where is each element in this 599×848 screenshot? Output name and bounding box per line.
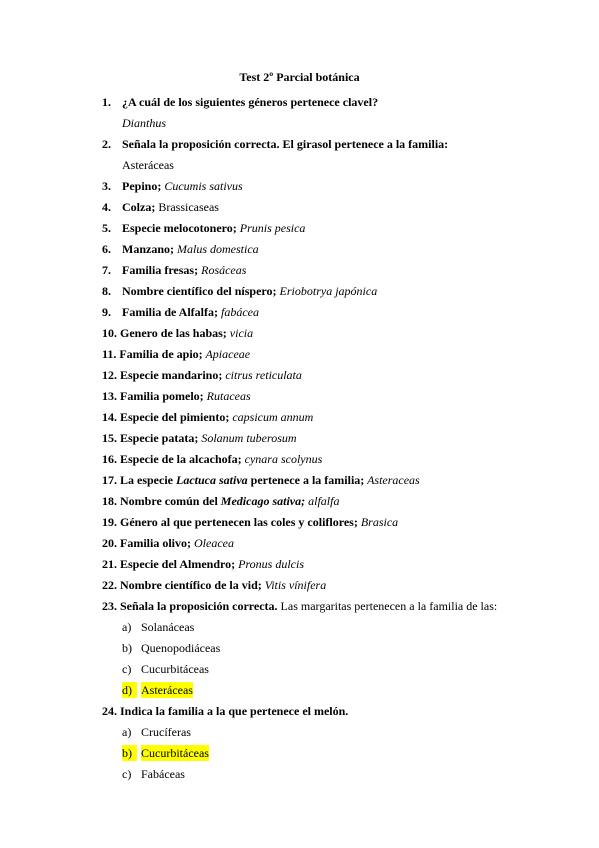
- option-letter: b): [122, 641, 132, 655]
- question-text: Indica la familia a la que pertenece el melón.: [120, 704, 349, 718]
- question-number: 10.: [102, 326, 117, 340]
- option-text: Cucurbitáceas: [141, 662, 209, 676]
- question-number: 6.: [102, 242, 111, 256]
- question-number: 3.: [102, 179, 111, 193]
- question-text: Nombre científico del níspero;: [122, 284, 277, 298]
- answer-text: vicia: [226, 326, 254, 340]
- answer-text: Oleacea: [191, 536, 234, 550]
- answer-text: citrus reticulata: [222, 368, 302, 382]
- answer-text: Brassicaseas: [155, 200, 219, 214]
- answer-text: Rutaceas: [203, 389, 251, 403]
- option-letter: c): [122, 662, 132, 676]
- question-number: 23.: [102, 599, 117, 613]
- question-number: 22.: [102, 578, 117, 592]
- question-number: 15.: [102, 431, 117, 445]
- answer-text: Cucumis sativus: [161, 179, 243, 193]
- question-text: Familia de Alfalfa;: [122, 305, 218, 319]
- option-letter-highlighted: d): [122, 682, 137, 698]
- question-text: Especie del pimiento;: [120, 410, 230, 424]
- answer-text: Malus domestica: [174, 242, 259, 256]
- question-number: 21.: [102, 557, 117, 571]
- question-number: 7.: [102, 263, 111, 277]
- answer-text: Pronus dulcis: [235, 557, 304, 571]
- option-letter: c): [122, 767, 132, 781]
- question-number: 4.: [102, 200, 111, 214]
- answer-text: capsicum annum: [229, 410, 314, 424]
- question-text-pre: Nombre común del: [120, 494, 221, 508]
- answer-text: Prunis pesica: [236, 221, 306, 235]
- question-number: 20.: [102, 536, 117, 550]
- question-text: Pepino;: [122, 179, 162, 193]
- question-text: Familia olivo;: [120, 536, 191, 550]
- option-text: Solanáceas: [141, 620, 195, 634]
- question-text: Género al que pertenecen las coles y coliflores;: [120, 515, 358, 529]
- question-number: 1.: [102, 95, 111, 109]
- question-text: Familia pomelo;: [120, 389, 204, 403]
- answer-text: Rosáceas: [198, 263, 247, 277]
- question-number: 5.: [102, 221, 111, 235]
- answer-text: Dianthus: [122, 116, 167, 130]
- answer-text: Asteráceas: [122, 158, 174, 172]
- question-number: 19.: [102, 515, 117, 529]
- question-text: Especie del Almendro;: [120, 557, 236, 571]
- question-text: Especie mandarino;: [120, 368, 223, 382]
- question-text: Señala la proposición correcta. El girasol pertenece a la familia:: [122, 137, 449, 151]
- option-text-highlighted: Asteráceas: [141, 683, 193, 697]
- answer-text: alfalfa: [305, 494, 340, 508]
- question-text: Señala la proposición correcta.: [120, 599, 278, 613]
- question-text-post: pertenece a la familia;: [247, 473, 365, 487]
- answer-text: Asteraceas: [364, 473, 420, 487]
- question-text: Especie melocotonero;: [122, 221, 237, 235]
- question-number: 11.: [102, 347, 117, 361]
- question-number: 12.: [102, 368, 117, 382]
- question-text: Especie de la alcachofa;: [120, 452, 242, 466]
- answer-text: Brasica: [357, 515, 399, 529]
- question-text: Especie patata;: [120, 431, 199, 445]
- answer-text: Solanum tuberosum: [198, 431, 297, 445]
- question-text-pre: La especie: [120, 473, 176, 487]
- answer-text: Vitis vínifera: [261, 578, 327, 592]
- answer-text: Apiaceae: [202, 347, 251, 361]
- question-text: ¿A cuál de los siguientes géneros pertenece clavel?: [122, 95, 379, 109]
- answer-text: Eriobotrya japónica: [276, 284, 378, 298]
- question-number: 2.: [102, 137, 111, 151]
- question-number: 14.: [102, 410, 117, 424]
- question-number: 9.: [102, 305, 111, 319]
- question-number: 18.: [102, 494, 117, 508]
- question-number: 16.: [102, 452, 117, 466]
- option-text-highlighted: Cucurbitáceas: [141, 746, 209, 760]
- option-text: Quenopodiáceas: [141, 641, 221, 655]
- question-text: Colza;: [122, 200, 156, 214]
- answer-text: fabácea: [218, 305, 259, 319]
- question-number: 13.: [102, 389, 117, 403]
- option-letter: a): [122, 620, 132, 634]
- question-text: Familia de apio;: [119, 347, 203, 361]
- question-number: 24.: [102, 704, 117, 718]
- question-text: Nombre científico de la vid;: [120, 578, 262, 592]
- option-text: Fabáceas: [141, 767, 185, 781]
- question-text-species: Medicago sativa;: [220, 494, 306, 508]
- question-text: Genero de las habas;: [120, 326, 227, 340]
- question-text: Manzano;: [122, 242, 174, 256]
- question-number: 8.: [102, 284, 111, 298]
- answer-text: cynara scolynus: [241, 452, 323, 466]
- question-text-rest: Las margaritas pertenecen a la familia de las:: [277, 599, 498, 613]
- option-letter: a): [122, 725, 132, 739]
- question-text: Familia fresas;: [122, 263, 199, 277]
- document-title: Test 2º Parcial botánica: [239, 70, 360, 84]
- question-text-species: Lactuca sativa: [176, 473, 248, 487]
- option-text: Crucíferas: [141, 725, 191, 739]
- option-letter-highlighted: b): [122, 745, 137, 761]
- question-number: 17.: [102, 473, 117, 487]
